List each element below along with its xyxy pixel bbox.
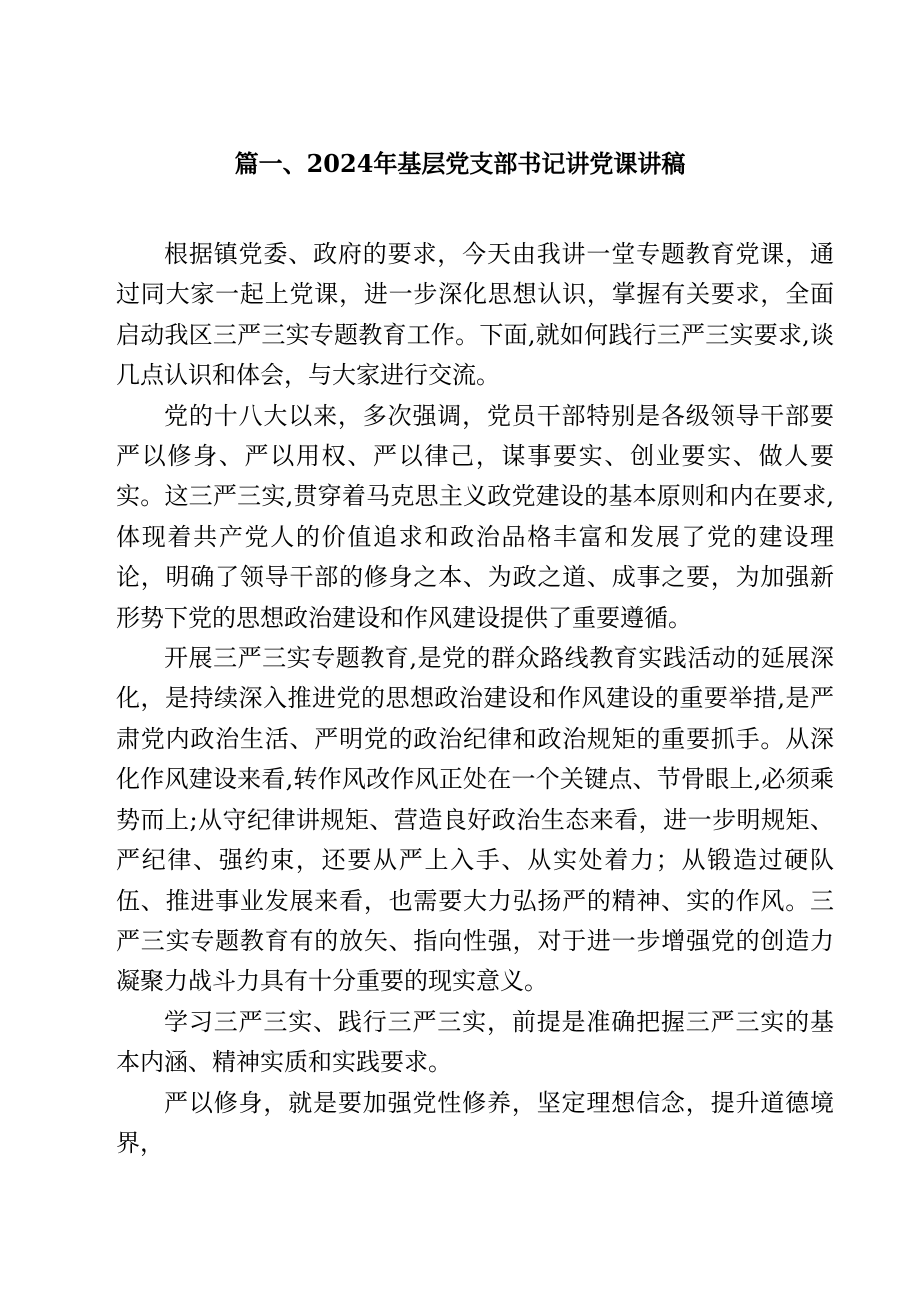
document-title: 篇一、2024年基层党支部书记讲党课讲稿 xyxy=(234,149,686,178)
paragraph: 严以修身，就是要加强党性修养，坚定理想信念，提升道德境界， xyxy=(116,1088,834,1157)
paragraph: 党的十八大以来，多次强调，党员干部特别是各级领导干部要严以修身、严以用权、严以律己，谋事要实、创业要实、做人要实。这三严三实,贯穿着马克思主义政党建设的基本原则和内在要求,体现着共产党人的价值追求和政治品格丰富和发展了党的建设理论，明确了领导干部的修身之本、为政之道、成事之要，为加强新形势下党的思想政治建设和作风建设提供了重要遵循。 xyxy=(116,401,834,632)
paragraph: 学习三严三实、践行三严三实，前提是准确把握三严三实的基本内涵、精神实质和实践要求。 xyxy=(116,1007,834,1077)
document-body xyxy=(116,234,834,1163)
paragraph: 根据镇党委、政府的要求，今天由我讲一堂专题教育党课，通过同大家一起上党课，进一步深化思想认识，掌握有关要求，全面启动我区三严三实专题教育工作。下面,就如何践行三严三实要求,谈几点认识和体会，与大家进行交流。 xyxy=(116,240,834,390)
paragraph: 开展三严三实专题教育,是党的群众路线教育实践活动的延展深化，是持续深入推进党的思想政治建设和作风建设的重要举措,是严肃党内政治生活、严明党的政治纪律和政治规矩的重要抓手。从深化作风建设来看,转作风改作风正处在一个关键点、节骨眼上,必须乘势而上;从守纪律讲规矩、营造良好政治生态来看，进一步明规矩、严纪律、强约束，还要从严上入手、从实处着力；从锻造过硬队伍、推进事业发展来看，也需要大力弘扬严的精神、实的作风。三严三实专题教育有的放矢、指向性强，对于进一步增强党的创造力凝聚力战斗力具有十分重要的现实意义。 xyxy=(116,644,834,996)
